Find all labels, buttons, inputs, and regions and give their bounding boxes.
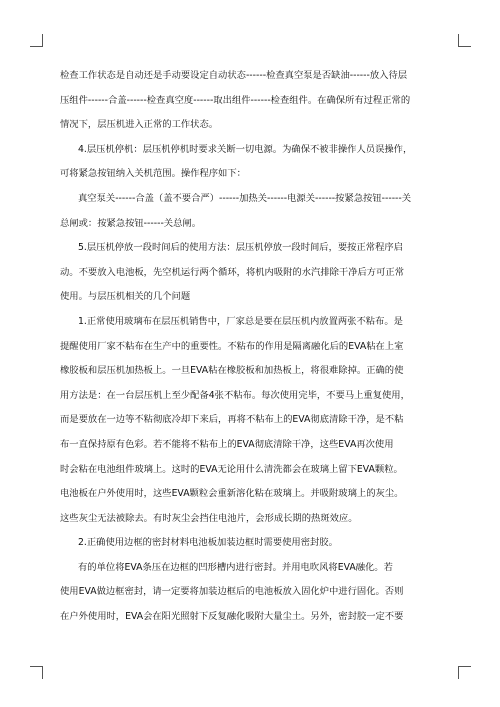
corner-mark-top-right — [458, 34, 471, 47]
text-line: 压组件------合盖------检查真空度------取出组件------检查组件。在确保所有过程正常的 — [60, 94, 411, 106]
text-line: 电池板在户外使用时，这些EVA颗粒会重新溶化粘在玻璃上。并吸附玻璃上的灰尘。 — [60, 488, 404, 500]
text-line: 用方法是：在一台层压机上至少配备4张不粘布。每次使用完毕，不要马上重复使用， — [60, 389, 410, 401]
text-line: 时会粘在电池组件玻璃上。这时的EVA无论用什么清洗都会在玻璃上留下EVA颗粒。 — [60, 463, 403, 475]
corner-mark-bottom-left — [30, 666, 43, 679]
text-line: 使用EVA做边框密封，请一定要将加装边框后的电池板放入固化炉中进行固化。否则 — [60, 586, 404, 598]
text-line: 真空泵关------合盖（盖不要合严）------加热关------电源关------按紧急按钮------关 — [78, 192, 412, 204]
text-line: 总闸或：按紧急按钮------关总闸。 — [60, 217, 201, 229]
text-line: 布一直保持原有色彩。若不能将不粘布上的EVA彻底清除干净，这些EVA再次使用 — [60, 438, 394, 450]
text-line: 有的单位将EVA条压在边框的凹形槽内进行密封。并用电吹风将EVA融化。若 — [78, 561, 393, 573]
text-line: 在户外使用时，EVA会在阳光照射下反复融化吸附大量尘土。另外，密封胶一定不要 — [60, 611, 404, 623]
text-line: 2.正确使用边框的密封材料电池板加装边框时需要使用密封胶。 — [78, 537, 338, 549]
text-line: 1.正常使用玻璃布在层压机销售中，厂家总是要在层压机内放置两张不粘布。是 — [78, 315, 403, 327]
text-line: 4.层压机停机：层压机停机时要求关断一切电源。为确保不被非操作人员误操作， — [78, 143, 413, 155]
document-body — [60, 64, 439, 630]
text-line: 橡胶板和层压机加热板上。一旦EVA粘在橡胶板和加热板上，将很难除掉。正确的使 — [60, 365, 404, 377]
corner-mark-top-left — [30, 34, 43, 47]
text-line: 动。不要放入电池板，先空机运行两个循环，将机内吸附的水汽排除干净后方可正常 — [60, 266, 404, 278]
text-line: 5.层压机停放一段时间后的使用方法：层压机停放一段时间后，要按正常程序启 — [78, 242, 403, 254]
text-line: 这些灰尘无法被除去。有时灰尘会挡住电池片，会形成长期的热斑效应。 — [60, 512, 358, 524]
text-line: 情况下，层压机进入正常的工作状态。 — [60, 119, 219, 131]
text-line: 使用。与层压机相关的几个问题 — [60, 291, 191, 303]
text-line: 而是要放在一边等不粘彻底冷却下来后，再将不粘布上的EVA彻底清除干净，是不粘 — [60, 414, 404, 426]
text-line: 提醒使用厂家不粘布在生产中的重要性。不粘布的作用是隔离融化后的EVA粘在上室 — [60, 340, 404, 352]
text-line: 检查工作状态是自动还是手动要设定自动状态------检查真空泵是否缺油------放入待层 — [60, 70, 408, 81]
text-line: 可将紧急按钮纳入关机范围。操作程序如下： — [60, 168, 246, 180]
corner-mark-bottom-right — [458, 666, 471, 679]
